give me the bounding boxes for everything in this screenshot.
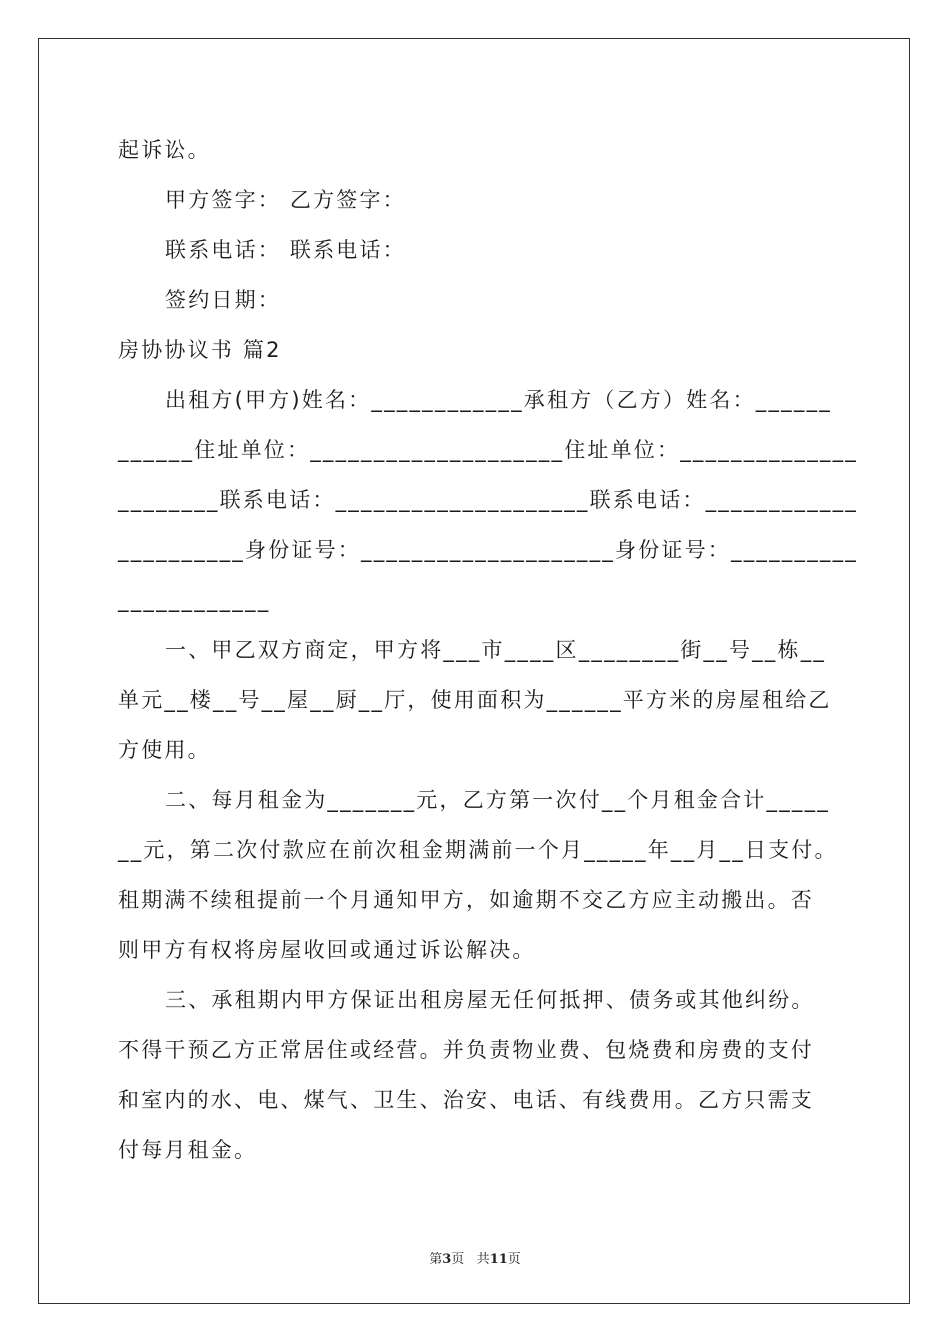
sign-date-line: 签约日期： xyxy=(165,288,281,312)
total-suffix: 页 xyxy=(507,1252,521,1267)
clause-1-line: 一、甲乙双方商定，甲方将___市____区________街__号__栋__ xyxy=(165,638,827,662)
id-number-line: __________身份证号：____________________身份证号：__________ xyxy=(118,538,858,562)
clause-2-line: __元，第二次付款应在前次租金期满前一个月_____年__月__日支付。 xyxy=(118,838,838,862)
total-pages: 11 xyxy=(489,1252,508,1267)
address-line: ______住址单位：____________________住址单位：______________ xyxy=(118,438,858,462)
clause-1-line: 方使用。 xyxy=(118,738,211,762)
clause-3-line: 不得干预乙方正常居住或经营。并负责物业费、包烧费和房费的支付 xyxy=(118,1038,814,1062)
text-line: 起诉讼。 xyxy=(118,138,211,162)
clause-2-line: 则甲方有权将房屋收回或通过诉讼解决。 xyxy=(118,938,536,962)
clause-3-line: 三、承租期内甲方保证出租房屋无任何抵押、债务或其他纠纷。 xyxy=(165,988,815,1012)
party-name-line: 出租方(甲方)姓名：____________承租方（乙方）姓名：______ xyxy=(165,388,832,412)
clause-2-line: 租期满不续租提前一个月通知甲方，如逾期不交乙方应主动搬出。否 xyxy=(118,888,814,912)
page-suffix: 页 xyxy=(451,1252,465,1267)
total-prefix: 共 xyxy=(476,1252,490,1267)
section-heading: 房协协议书 篇2 xyxy=(118,338,282,362)
clause-3-line: 和室内的水、电、煤气、卫生、治安、电话、有线费用。乙方只需支 xyxy=(118,1088,814,1112)
clause-2-line: 二、每月租金为_______元，乙方第一次付__个月租金合计_____ xyxy=(165,788,830,812)
phone-line: 联系电话： 联系电话： xyxy=(165,238,406,262)
clause-3-line: 付每月租金。 xyxy=(118,1138,258,1162)
page-number: 3 xyxy=(442,1252,452,1267)
signature-line: 甲方签字： 乙方签字： xyxy=(165,188,406,212)
blank-line: ____________ xyxy=(118,588,271,612)
clause-1-line: 单元__楼__号__屋__厨__厅，使用面积为______平方米的房屋租给乙 xyxy=(118,688,832,712)
page-footer xyxy=(0,1248,950,1267)
page-prefix: 第 xyxy=(429,1252,443,1267)
contact-line: ________联系电话：____________________联系电话：____________ xyxy=(118,488,858,512)
